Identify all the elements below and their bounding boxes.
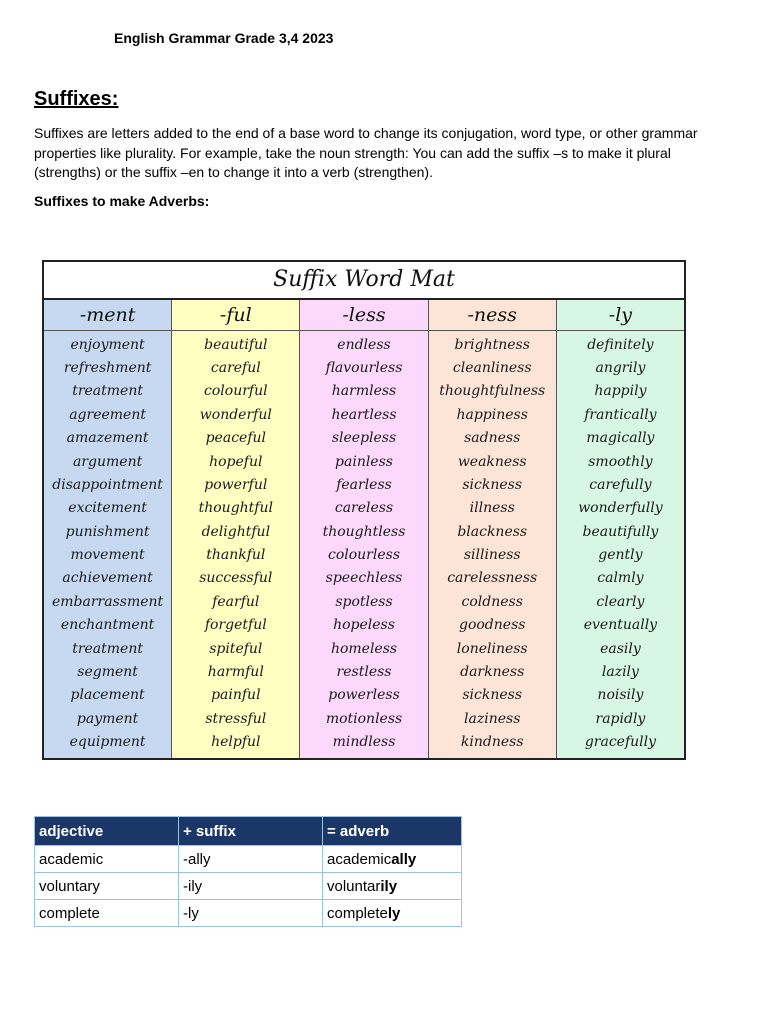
word-item: spiteful xyxy=(209,640,263,657)
subheading: Suffixes to make Adverbs: xyxy=(34,193,210,209)
column-word-list xyxy=(300,331,427,758)
word-item: frantically xyxy=(584,406,657,423)
word-item: sickness xyxy=(462,687,523,704)
word-item: lazily xyxy=(601,663,639,680)
adverb-cell xyxy=(323,900,462,927)
word-item: cleanliness xyxy=(452,360,532,377)
word-item: eventually xyxy=(583,617,658,634)
word-item: loneliness xyxy=(456,640,528,657)
word-item: painless xyxy=(335,453,393,470)
word-mat-columns xyxy=(44,300,684,758)
word-item: excitement xyxy=(68,500,147,517)
word-item: thankful xyxy=(206,547,266,564)
adverb-stem: academic xyxy=(327,850,392,868)
word-item: blackness xyxy=(457,523,528,540)
document-header: English Grammar Grade 3,4 2023 xyxy=(114,30,334,46)
word-item: goodness xyxy=(458,617,526,634)
word-item: illness xyxy=(469,500,515,517)
suffix-cell: -ally xyxy=(179,846,323,873)
word-item: thoughtful xyxy=(198,500,273,517)
word-item: carelessness xyxy=(447,570,538,587)
adjective-cell: complete xyxy=(35,900,179,927)
adverb-table xyxy=(34,816,462,927)
table-row xyxy=(35,846,462,873)
word-item: weakness xyxy=(457,453,527,470)
adverb-ending: ly xyxy=(387,904,401,922)
word-item: enchantment xyxy=(60,617,155,634)
word-item: powerful xyxy=(204,476,268,493)
word-item: brightness xyxy=(454,336,530,353)
word-item: calmly xyxy=(597,570,644,587)
word-item: stressful xyxy=(205,710,267,727)
word-mat-column xyxy=(557,300,684,758)
word-mat-column xyxy=(429,300,557,758)
suffix-cell: -ly xyxy=(179,900,323,927)
word-item: disappointment xyxy=(52,476,163,493)
word-item: gracefully xyxy=(584,734,657,751)
header-adjective: adjective xyxy=(35,817,179,846)
word-item: beautiful xyxy=(204,336,268,353)
word-item: thoughtless xyxy=(322,523,406,540)
word-item: enjoyment xyxy=(70,336,145,353)
word-item: definitely xyxy=(587,336,654,353)
word-item: careful xyxy=(210,360,261,377)
word-item: clearly xyxy=(596,593,645,610)
word-item: amazement xyxy=(66,430,149,447)
word-mat-title: Suffix Word Mat xyxy=(44,262,684,300)
header-suffix: + suffix xyxy=(179,817,323,846)
column-word-list xyxy=(557,331,684,758)
word-item: smoothly xyxy=(588,453,653,470)
word-item: colourful xyxy=(204,383,268,400)
word-item: colourless xyxy=(327,547,401,564)
word-item: coldness xyxy=(461,593,523,610)
word-item: angrily xyxy=(595,360,646,377)
column-heading: -ment xyxy=(44,300,171,331)
word-item: magically xyxy=(586,430,655,447)
word-item: mindless xyxy=(332,734,396,751)
word-mat-column xyxy=(44,300,172,758)
adjective-cell: academic xyxy=(35,846,179,873)
word-item: endless xyxy=(337,336,391,353)
word-item: flavourless xyxy=(325,360,403,377)
word-item: sickness xyxy=(462,476,523,493)
header-adverb: = adverb xyxy=(323,817,462,846)
word-item: motionless xyxy=(325,710,403,727)
table-row xyxy=(35,873,462,900)
word-item: easily xyxy=(600,640,641,657)
adverb-ending: ily xyxy=(380,877,398,895)
word-item: delightful xyxy=(201,523,271,540)
word-item: noisily xyxy=(597,687,644,704)
word-item: hopeful xyxy=(209,453,263,470)
adverb-ending: ally xyxy=(391,850,417,868)
word-item: harmless xyxy=(331,383,397,400)
adverb-cell xyxy=(323,873,462,900)
word-item: thoughtfulness xyxy=(439,383,546,400)
word-item: powerless xyxy=(328,687,400,704)
word-item: segment xyxy=(77,663,138,680)
adverb-table-header xyxy=(35,817,462,846)
column-word-list xyxy=(172,331,299,758)
word-item: placement xyxy=(70,687,145,704)
column-heading: -less xyxy=(300,300,427,331)
word-item: kindness xyxy=(460,734,524,751)
adverb-table-body xyxy=(35,846,462,927)
word-item: restless xyxy=(336,663,392,680)
section-title: Suffixes: xyxy=(34,88,119,110)
column-word-list xyxy=(44,331,171,758)
word-item: agreement xyxy=(69,406,146,423)
word-item: equipment xyxy=(69,734,146,751)
adverb-stem: voluntar xyxy=(327,877,381,895)
word-item: forgetful xyxy=(204,617,267,634)
word-item: movement xyxy=(70,547,145,564)
word-item: carefully xyxy=(589,476,652,493)
word-item: rapidly xyxy=(595,710,646,727)
table-row xyxy=(35,900,462,927)
word-item: punishment xyxy=(65,523,150,540)
adjective-cell: voluntary xyxy=(35,873,179,900)
word-item: beautifully xyxy=(582,523,659,540)
word-mat-column xyxy=(300,300,428,758)
column-heading: -ly xyxy=(557,300,684,331)
word-item: wonderfully xyxy=(578,500,663,517)
word-item: embarrassment xyxy=(52,593,164,610)
word-item: helpful xyxy=(211,734,261,751)
column-heading: -ful xyxy=(172,300,299,331)
word-item: gently xyxy=(598,547,643,564)
intro-paragraph: Suffixes are letters added to the end of a base word to change its conjugation, word type, or other grammar properties like plurality. For example, take the noun strength: You can add the suffix –s to make it plural (strengths) or the suffix –en to change it into a verb (strengthen). xyxy=(34,125,698,180)
word-item: heartless xyxy=(331,406,397,423)
word-item: successful xyxy=(199,570,273,587)
suffix-word-mat xyxy=(42,260,686,760)
adverb-stem: complete xyxy=(327,904,388,922)
suffix-cell: -ily xyxy=(179,873,323,900)
word-item: silliness xyxy=(463,547,521,564)
word-item: sleepless xyxy=(331,430,397,447)
column-heading: -ness xyxy=(429,300,556,331)
word-item: payment xyxy=(76,710,139,727)
word-item: happily xyxy=(594,383,647,400)
word-item: wonderful xyxy=(199,406,272,423)
word-item: achievement xyxy=(62,570,153,587)
word-mat-column xyxy=(172,300,300,758)
word-item: peaceful xyxy=(205,430,266,447)
word-item: homeless xyxy=(330,640,398,657)
word-item: harmful xyxy=(207,663,264,680)
word-item: sadness xyxy=(464,430,521,447)
adverb-cell xyxy=(323,846,462,873)
word-item: fearless xyxy=(336,476,392,493)
word-item: fearful xyxy=(212,593,260,610)
word-item: spotless xyxy=(335,593,393,610)
column-word-list xyxy=(429,331,556,758)
word-item: argument xyxy=(72,453,143,470)
word-item: darkness xyxy=(460,663,525,680)
word-item: careless xyxy=(334,500,394,517)
word-item: happiness xyxy=(456,406,528,423)
word-item: speechless xyxy=(325,570,403,587)
word-item: treatment xyxy=(72,640,143,657)
word-item: laziness xyxy=(464,710,521,727)
word-item: refreshment xyxy=(63,360,152,377)
word-item: hopeless xyxy=(333,617,395,634)
word-item: treatment xyxy=(72,383,143,400)
word-item: painful xyxy=(211,687,261,704)
